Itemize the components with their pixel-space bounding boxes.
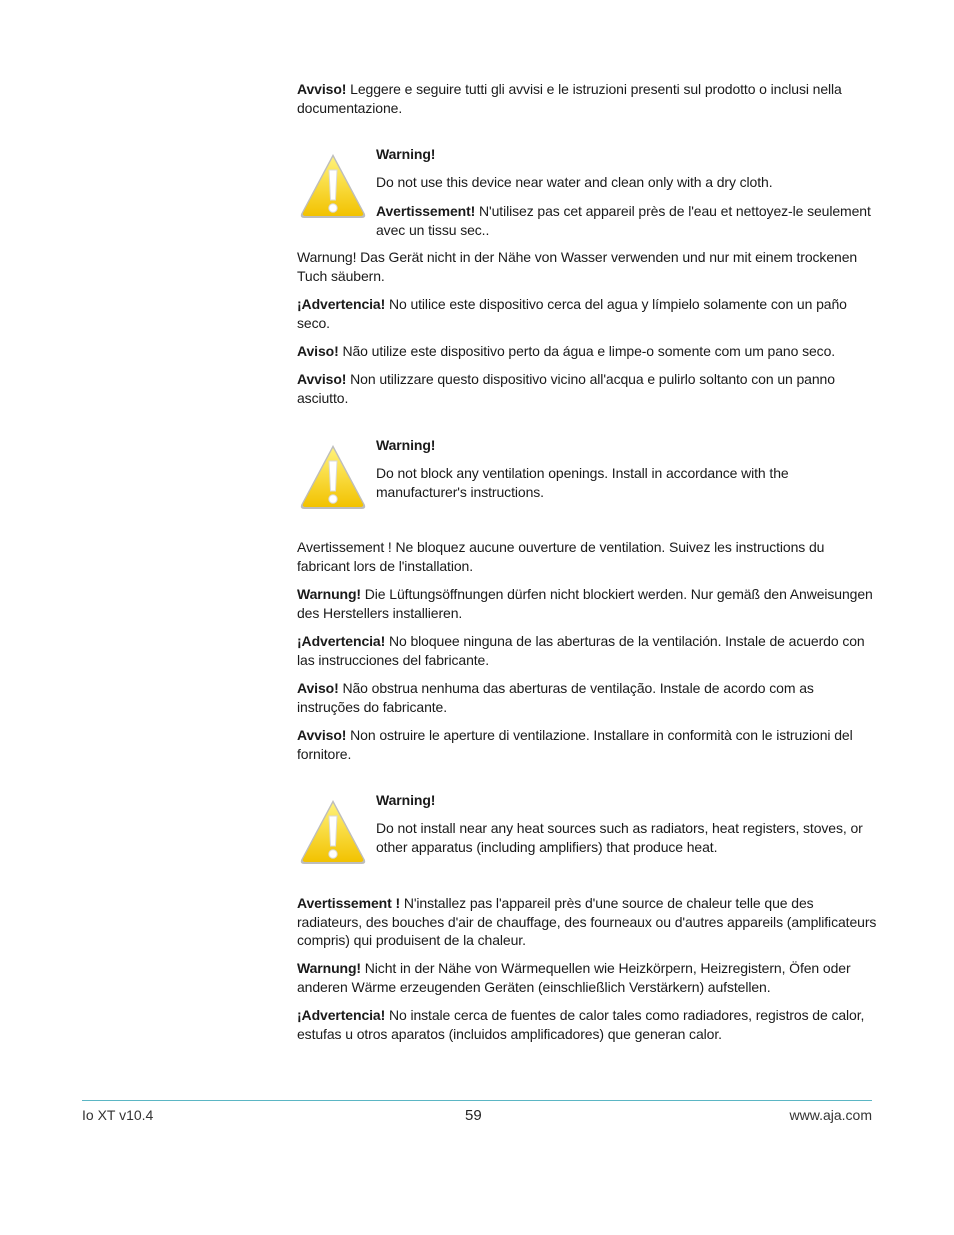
aviso-ventilation: Aviso! Não obstrua nenhuma das aberturas de ventilação. Instale de acordo com as instruções do fabricante.: [297, 680, 814, 715]
warning-text-water: Do not use this device near water and clean only with a dry cloth.: [376, 174, 773, 190]
warning-heading: Warning!: [376, 792, 436, 808]
avviso-water: Avviso! Non utilizzare questo dispositivo vicino all'acqua e pulirlo soltanto con un panno asciutto.: [297, 371, 835, 406]
page-number: 59: [465, 1107, 482, 1124]
warning-text-ventilation: Do not block any ventilation openings. Install in accordance with the manufacturer's instructions.: [376, 465, 789, 500]
warning-heading: Warning!: [376, 437, 436, 453]
avertissement-water: Avertissement! N'utilisez pas cet appareil près de l'eau et nettoyez-le seulement avec un tissu sec..: [376, 203, 871, 238]
footer-product: Io XT v10.4: [82, 1107, 154, 1123]
warnung-heat: Warnung! Nicht in der Nähe von Wärmequellen wie Heizkörpern, Heizregistern, Öfen oder anderen Wärme erzeugenden Geräten (einschließlich Verstärkern) aufstellen.: [297, 960, 851, 995]
warnung-water: Warnung! Das Gerät nicht in der Nähe von Wasser verwenden und nur mit einem trockenen Tuch säubern.: [297, 249, 858, 284]
avviso-instructions: Avviso! Leggere e seguire tutti gli avvisi e le istruzioni presenti sul prodotto o inclusi nella documentazione.: [297, 81, 842, 116]
warning-icon: [298, 150, 368, 220]
advertencia-heat: ¡Advertencia! No instale cerca de fuentes de calor tales como radiadores, registros de calor, estufas u otros aparatos (incluidos amplificadores) que generan calor.: [297, 1007, 865, 1042]
warning-icon: [298, 796, 368, 866]
footer-rule: [82, 1100, 872, 1101]
advertencia-water: ¡Advertencia! No utilice este dispositivo cerca del agua y límpielo solamente con un paño seco.: [297, 296, 847, 331]
warning-text-heat: Do not install near any heat sources such as radiators, heat registers, stoves, or other apparatus (including amplifiers) that produce heat.: [376, 820, 863, 855]
advertencia-ventilation: ¡Advertencia! No bloquee ninguna de las aberturas de la ventilación. Instale de acuerdo con las instrucciones del fabricante.: [297, 633, 865, 668]
warnung-ventilation: Warnung! Die Lüftungsöffnungen dürfen nicht blockiert werden. Nur gemäß den Anweisungen des Herstellers installieren.: [297, 586, 873, 621]
footer-website: www.aja.com: [789, 1107, 872, 1123]
warning-heading: Warning!: [376, 146, 436, 162]
aviso-water: Aviso! Não utilize este dispositivo perto da água e limpe-o somente com um pano seco.: [297, 343, 836, 359]
avertissement-ventilation: Avertissement ! Ne bloquez aucune ouverture de ventilation. Suivez les instructions du fabricant lors de l'installation.: [297, 539, 825, 574]
warning-icon: [298, 441, 368, 511]
avertissement-heat: Avertissement ! N'installez pas l'appareil près d'une source de chaleur telle que des radiateurs, des bouches d'air de chauffage, des fourneaux ou d'autres appareils (amplificateurs compris) qui produisent de la chaleur.: [297, 895, 877, 948]
avviso-ventilation: Avviso! Non ostruire le aperture di ventilazione. Installare in conformità con le istruzioni del fornitore.: [297, 727, 853, 762]
